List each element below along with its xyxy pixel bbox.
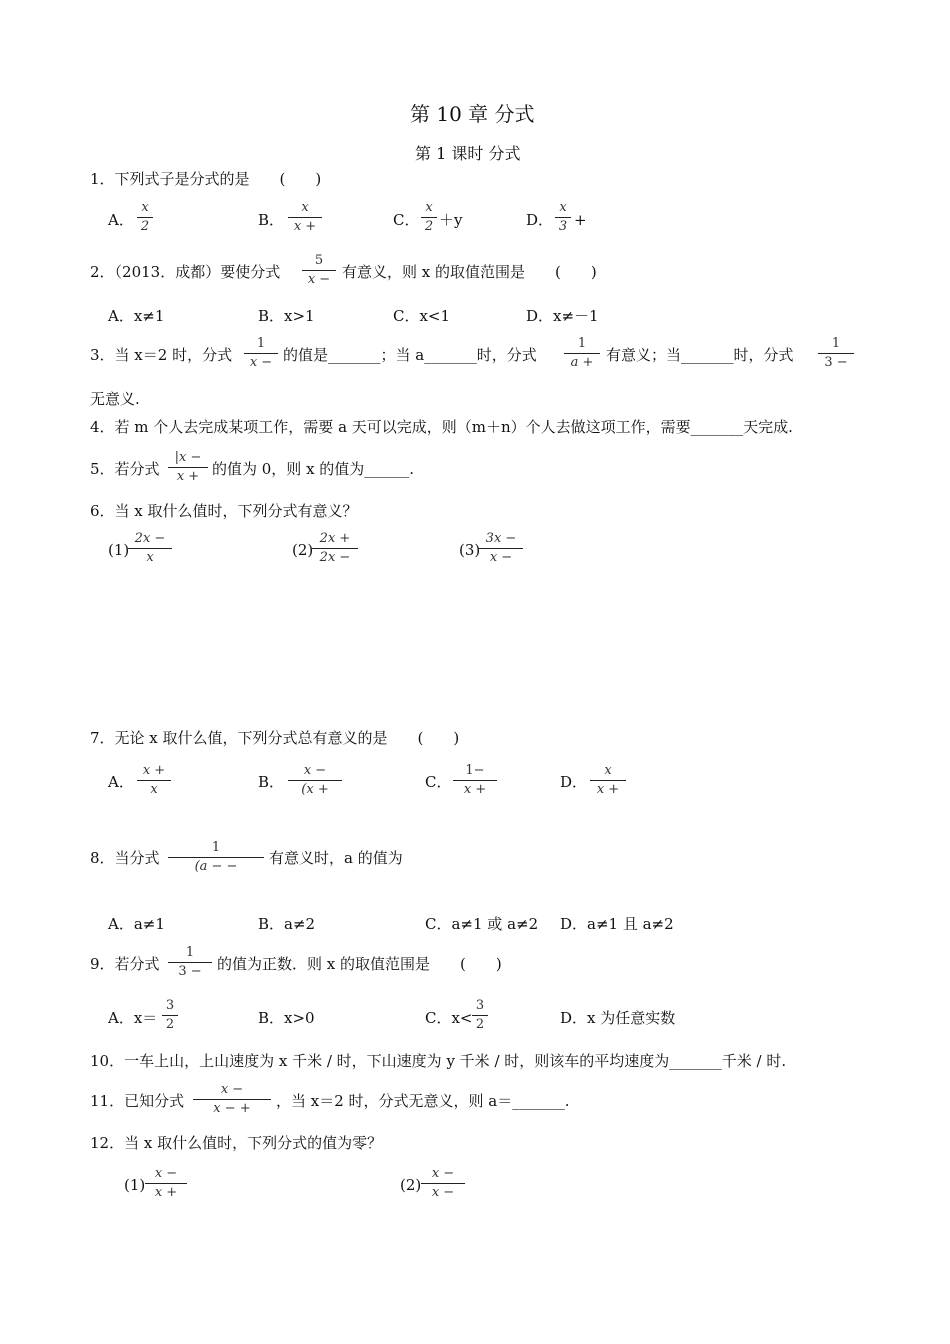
q6-fraction-1: $\frac{2x -}{x}$: [128, 531, 172, 566]
q11-fraction: $\frac{x -}{x - +}$: [193, 1082, 271, 1117]
q9-option-a-fraction: $\frac{3}{2}$: [162, 998, 178, 1033]
q5-part1: 5．若分式: [90, 460, 160, 478]
q6-stem: 6．当 x 取什么值时，下列分式有意义？: [90, 502, 358, 520]
q7-option-d-label: D．: [560, 773, 588, 791]
q3-part2: 的值是_______；当 a_______时，分式: [283, 346, 537, 364]
q1-option-d-tail: +: [574, 211, 587, 229]
q1-option-d-fraction: $\frac{x}{3}$: [555, 200, 571, 235]
q9-option-d: D．x 为任意实数: [560, 1009, 676, 1027]
q2-stem-part1: 2．（2013．成都）要使分式: [90, 263, 281, 281]
q9-option-c-label: C．x<: [425, 1009, 473, 1027]
q12-fraction-2: $\frac{x -}{x -}$: [421, 1166, 465, 1201]
q2-stem-part2: 有意义，则 x 的取值范围是 ( ): [342, 263, 597, 281]
q9-part1: 9．若分式: [90, 955, 160, 973]
q3-line2: 无意义.: [90, 390, 140, 408]
q1-option-c-fraction: $\frac{x}{2}$: [421, 200, 437, 235]
q2-option-b: B．x>1: [258, 307, 315, 325]
q9-part2: 的值为正数．则 x 的取值范围是 ( ): [217, 955, 502, 973]
q6-label-3: (3): [459, 541, 481, 559]
q11-part2: ，当 x＝2 时，分式无意义，则 a＝_______.: [276, 1092, 570, 1110]
q7-option-a-label: A．: [108, 773, 134, 791]
q12-stem: 12．当 x 取什么值时，下列分式的值为零？: [90, 1134, 383, 1152]
q12-label-1: (1): [124, 1176, 146, 1194]
q7-option-c-fraction: $\frac{1-}{x +}$: [453, 763, 497, 798]
q2-fraction: $\frac{5}{x -}$: [302, 253, 336, 288]
q8-part1: 8．当分式: [90, 849, 160, 867]
q4-text: 4．若 m 个人去完成某项工作，需要 a 天可以完成，则（m＋n）个人去做这项工作，需要_______天完成.: [90, 418, 793, 436]
q9-option-c-fraction: $\frac{3}{2}$: [472, 998, 488, 1033]
q5-part2: 的值为 0，则 x 的值为______.: [212, 460, 415, 478]
q1-option-a-fraction: $\frac{x}{2}$: [137, 200, 153, 235]
q2-option-d: D．x≠－1: [526, 307, 599, 325]
lesson-subtitle: 第 1 课时 分式: [415, 144, 521, 163]
q8-option-b: B．a≠2: [258, 915, 316, 933]
q7-stem: 7．无论 x 取什么值，下列分式总有意义的是 ( ): [90, 729, 460, 747]
q9-option-a-label: A．x＝: [108, 1009, 158, 1027]
q1-option-d-label: D．: [526, 211, 554, 229]
q2-option-a: A．x≠1: [108, 307, 165, 325]
page-title: 第 10 章 分式: [410, 102, 535, 126]
q6-fraction-2: $\frac{2x +}{2x -}$: [312, 531, 358, 566]
q1-option-c-tail: ＋y: [439, 211, 463, 229]
q3-part3: 有意义；当_______时，分式: [606, 346, 794, 364]
q8-option-c: C．a≠1 或 a≠2: [425, 915, 539, 933]
q7-option-c-label: C．: [425, 773, 452, 791]
q5-fraction: $\frac{|x -}{x +}$: [168, 450, 208, 485]
q2-option-c: C．x<1: [393, 307, 451, 325]
q8-option-d: D．a≠1 且 a≠2: [560, 915, 674, 933]
q8-fraction: $\frac{1}{(a - -}$: [168, 840, 264, 875]
q6-fraction-3: $\frac{3x -}{x -}$: [479, 531, 523, 566]
q6-label-2: (2): [292, 541, 314, 559]
q3-fraction-3: $\frac{1}{3 -}$: [818, 336, 854, 371]
q3-fraction-1: $\frac{1}{x -}$: [244, 336, 278, 371]
q1-option-b-label: B．: [258, 211, 285, 229]
q12-fraction-1: $\frac{x -}{x +}$: [145, 1166, 187, 1201]
q9-fraction: $\frac{1}{3 -}$: [168, 945, 212, 980]
q7-option-b-label: B．: [258, 773, 285, 791]
q7-option-a-fraction: $\frac{x +}{x}$: [137, 763, 171, 798]
q10-text: 10．一车上山，上山速度为 x 千米 / 时，下山速度为 y 千米 / 时，则该车的平均速度为_______千米 / 时.: [90, 1052, 787, 1070]
q1-option-b-fraction: $\frac{x}{x +}$: [288, 200, 322, 235]
q12-label-2: (2): [400, 1176, 422, 1194]
q3-part1: 3．当 x＝2 时，分式: [90, 346, 233, 364]
q8-part2: 有意义时，a 的值为: [269, 849, 403, 867]
q9-option-b: B．x>0: [258, 1009, 315, 1027]
q8-option-a: A．a≠1: [108, 915, 165, 933]
q1-option-c-label: C．: [393, 211, 420, 229]
q7-option-d-fraction: $\frac{x}{x +}$: [590, 763, 626, 798]
q6-label-1: (1): [108, 541, 130, 559]
q3-fraction-2: $\frac{1}{a +}$: [564, 336, 600, 371]
q1-stem: 1．下列式子是分式的是 ( ): [90, 170, 322, 188]
q11-part1: 11．已知分式: [90, 1092, 185, 1110]
q7-option-b-fraction: $\frac{x -}{(x +}$: [288, 763, 342, 798]
q1-option-a-label: A．: [108, 211, 134, 229]
